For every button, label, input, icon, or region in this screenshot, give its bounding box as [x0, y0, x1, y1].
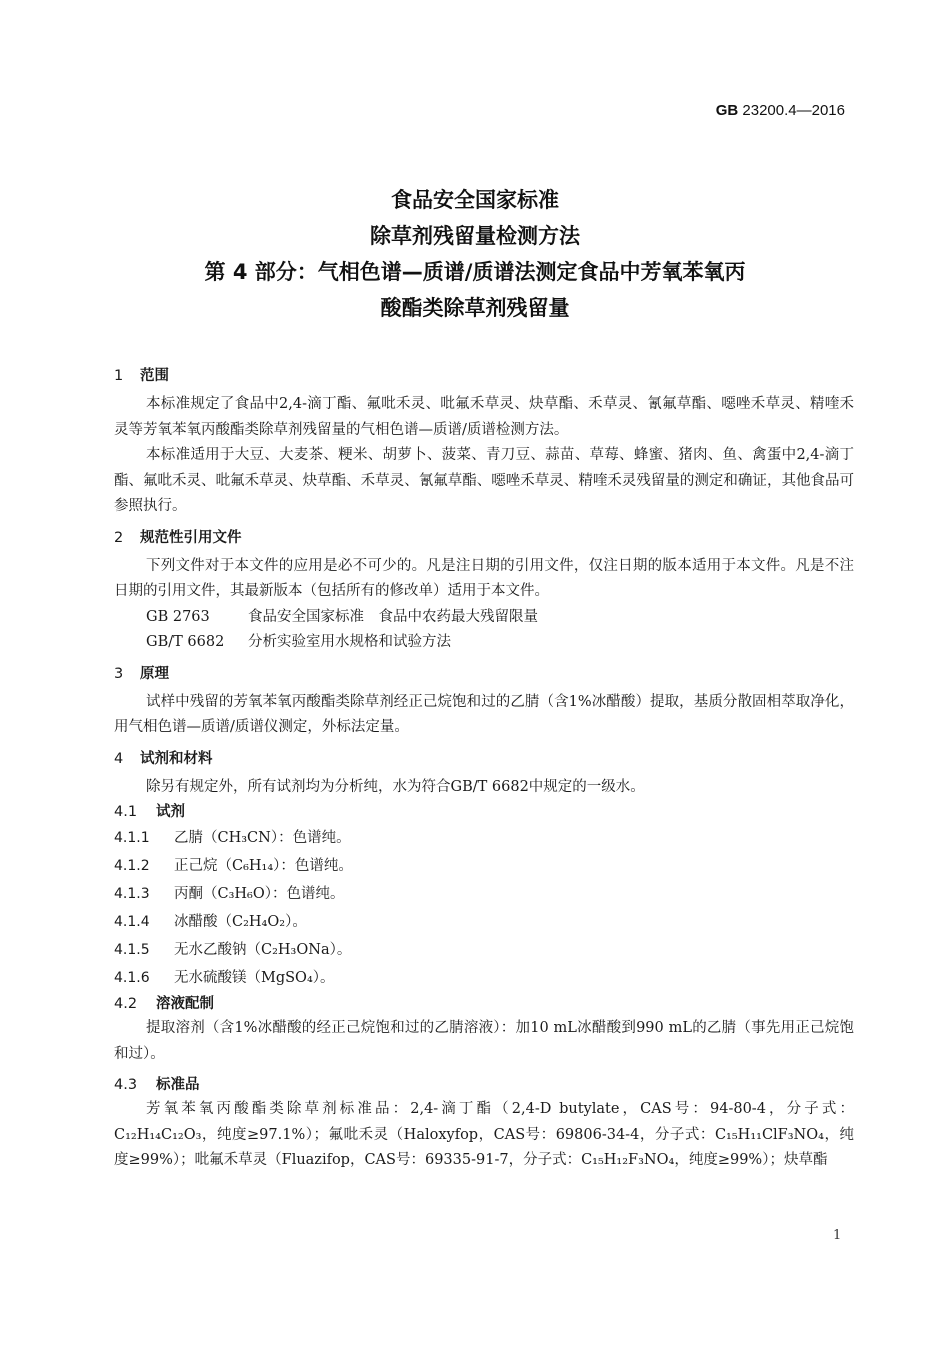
- section-title: 试剂和材料: [140, 750, 213, 767]
- reagent-item: [114, 908, 854, 936]
- item-number: 4.1.2: [114, 858, 150, 874]
- section-number: 4: [114, 750, 124, 767]
- standard-prefix: GB: [715, 102, 739, 119]
- subsection-number: 4.3: [114, 1077, 138, 1093]
- item-text: 乙腈（CH₃CN）：色谱纯。: [174, 830, 351, 846]
- item-number: 4.1.4: [114, 914, 150, 930]
- reference-title: 分析实验室用水规格和试验方法: [248, 634, 451, 650]
- reagent-item: [114, 936, 854, 964]
- item-text: 无水乙酸钠（C₂H₃ONa）。: [174, 942, 352, 958]
- reagent-item: [114, 852, 854, 880]
- reference-code: GB/T 6682: [146, 634, 225, 650]
- section-heading-principle: [114, 662, 854, 686]
- section-number: 3: [114, 665, 124, 682]
- paragraph: 试样中残留的芳氧苯氧丙酸酯类除草剂经正己烷饱和过的乙腈（含1%冰醋酸）提取，基质分散固相萃取净化，用气相色谱—质谱/质谱仪测定，外标法定量。: [114, 693, 854, 735]
- document-body: [114, 358, 854, 1174]
- section-number: 1: [114, 368, 124, 384]
- paragraph: 本标准适用于大豆、大麦茶、粳米、胡萝卜、菠菜、青刀豆、蒜苗、草莓、蜂蜜、猪肉、鱼、禽蛋中2,4-滴丁酯、氟吡禾灵、吡氟禾草灵、炔草酯、禾草灵、氰氟草酯、噁唑禾草灵、精喹禾灵残留量的测定和确证，其他食品可参照执行。: [114, 447, 854, 514]
- item-number: 4.1.3: [114, 886, 150, 902]
- section-heading-reagents: [114, 747, 854, 771]
- item-text: 正己烷（C₆H₁₄）：色谱纯。: [174, 858, 353, 874]
- section-heading-references: [114, 526, 854, 550]
- section-title: 范围: [140, 368, 169, 384]
- reference-title: 食品安全国家标准 食品中农药最大残留限量: [248, 608, 538, 625]
- subsection-title: 试剂: [156, 804, 185, 820]
- subsection-heading-solutions: [114, 992, 854, 1016]
- paragraph: 除另有规定外，所有试剂均为分析纯，水为符合GB/T 6682中规定的一级水。: [146, 778, 645, 795]
- section-title: 原理: [140, 665, 169, 682]
- title-line-1: 食品安全国家标准: [391, 188, 559, 212]
- subsection-title: 溶液配制: [156, 996, 214, 1012]
- paragraph: 下列文件对于本文件的应用是必不可少的。凡是注日期的引用文件，仅注日期的版本适用于本文件。凡是不注日期的引用文件，其最新版本（包括所有的修改单）适用于本文件。: [114, 557, 854, 599]
- paragraph: 本标准规定了食品中2,4-滴丁酯、氟吡禾灵、吡氟禾草灵、炔草酯、禾草灵、氰氟草酯、噁唑禾草灵、精喹禾灵等芳氧苯氧丙酸酯类除草剂残留量的气相色谱—质谱/质谱检测方法。: [114, 396, 854, 438]
- subsection-heading-reagents: [114, 800, 854, 824]
- reagent-item: [114, 880, 854, 908]
- standard-code: 23200.4—2016: [742, 102, 845, 119]
- page-number: 1: [833, 1228, 842, 1243]
- section-title: 规范性引用文件: [140, 529, 242, 546]
- document-title: [0, 182, 950, 326]
- reference-item: [114, 630, 854, 656]
- item-number: 4.1.1: [114, 830, 150, 846]
- paragraph: 芳氧苯氧丙酸酯类除草剂标准品：2,4-滴丁酯（2,4-D butylate，CAS号：94-80-4，分子式：C₁₂H₁₄C₁₂O₃，纯度≥97.1%）；氟吡禾灵（Haloxyfop，CAS号：69806-34-4，分子式：C₁₅H₁₁ClF₃NO₄，纯度≥99%）；吡氟禾草灵（Fluazifop，CAS号：69335-91-7，分子式：C₁₅H₁₂F₃NO₄，纯度≥99%）；炔草酯: [114, 1101, 854, 1168]
- section-heading-scope: [114, 364, 854, 388]
- reference-item: [114, 605, 854, 631]
- reference-code: GB 2763: [146, 608, 210, 625]
- item-text: 冰醋酸（C₂H₄O₂）。: [174, 914, 307, 930]
- subsection-number: 4.1: [114, 804, 138, 820]
- standard-number: [716, 102, 845, 119]
- item-number: 4.1.6: [114, 970, 150, 986]
- title-line-2: 除草剂残留量检测方法: [370, 224, 580, 248]
- subsection-number: 4.2: [114, 996, 138, 1012]
- item-text: 无水硫酸镁（MgSO₄）。: [174, 970, 335, 986]
- item-text: 丙酮（C₃H₆O）：色谱纯。: [174, 886, 345, 902]
- subsection-heading-standards: [114, 1073, 854, 1097]
- reagent-item: [114, 824, 854, 852]
- title-line-3: 第 4 部分：气相色谱—质谱/质谱法测定食品中芳氧苯氧丙: [204, 260, 746, 284]
- section-number: 2: [114, 529, 124, 546]
- paragraph: 提取溶剂（含1%冰醋酸的经正己烷饱和过的乙腈溶液）：加10 mL冰醋酸到990 mL的乙腈（事先用正己烷饱和过）。: [114, 1020, 854, 1062]
- title-line-4: 酸酯类除草剂残留量: [380, 296, 570, 320]
- reagent-item: [114, 964, 854, 992]
- item-number: 4.1.5: [114, 942, 150, 958]
- subsection-title: 标准品: [156, 1077, 200, 1093]
